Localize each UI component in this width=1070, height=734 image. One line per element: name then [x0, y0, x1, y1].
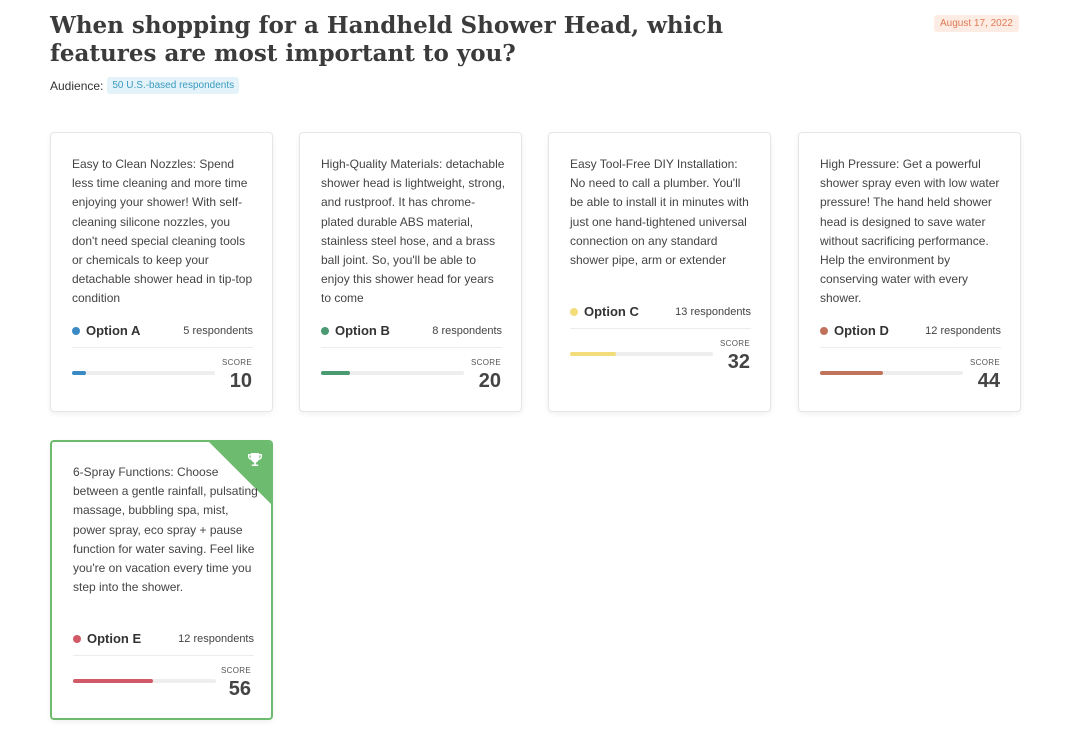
option-description: High Pressure: Get a powerful shower spray even with low water pressure! The hand held shower head is designed to save water without sacrificing performance. Help the environment by conserving water with every shower.	[820, 157, 1000, 306]
respondents-count: 8 respondents	[432, 324, 502, 337]
option-card-c	[548, 132, 771, 412]
score-label: SCORE	[720, 339, 750, 348]
score-label: SCORE	[221, 666, 251, 675]
audience-label: Audience:	[50, 78, 104, 93]
date-badge: August 17, 2022	[934, 15, 1019, 32]
divider	[321, 347, 502, 348]
score-label: SCORE	[471, 358, 501, 367]
option-description: 6-Spray Functions: Choose between a gentle rainfall, pulsating massage, bubbling spa, mist, power spray, eco spray + pause function for water saving. Feel like you're on vacation every time you step into the shower.	[73, 465, 258, 595]
option-card-a	[50, 132, 273, 412]
option-meta	[73, 631, 254, 646]
option-label: Option A	[72, 323, 140, 338]
color-dot-icon	[73, 635, 81, 643]
survey-question-title: When shopping for a Handheld Shower Head, which features are most important to you?	[50, 12, 724, 67]
audience-row	[50, 77, 239, 94]
score-bar	[820, 371, 963, 375]
audience-badge: 50 U.S.-based respondents	[107, 77, 239, 94]
option-meta	[820, 323, 1001, 338]
score-bar-fill	[73, 679, 153, 683]
score-label: SCORE	[222, 358, 252, 367]
option-meta	[321, 323, 502, 338]
option-description: Easy Tool-Free DIY Installation: No need to call a plumber. You'll be able to install it in minutes with just one hand-tightened universal connection on any standard shower pipe, arm or extender	[570, 157, 749, 268]
option-label: Option D	[820, 323, 889, 338]
score-bar-fill	[72, 371, 86, 375]
respondents-count: 5 respondents	[183, 324, 253, 337]
option-description: Easy to Clean Nozzles: Spend less time cleaning and more time enjoying your shower! With self-cleaning silicone nozzles, you don't need special cleaning tools or chemicals to keep your detachable shower head in tip-top condition	[72, 157, 253, 306]
color-dot-icon	[570, 308, 578, 316]
divider	[73, 655, 254, 656]
score-value: 44	[977, 370, 1000, 392]
option-label: Option B	[321, 323, 390, 338]
respondents-count: 12 respondents	[178, 632, 254, 645]
option-description: High-Quality Materials: detachable shower head is lightweight, strong, and rustproof. It has chrome-plated durable ABS material, stainless steel hose, and a brass ball joint. So, you'll be able to enjoy this shower head for years to come	[321, 157, 506, 306]
score-bar	[321, 371, 464, 375]
divider	[72, 347, 253, 348]
score-value: 10	[229, 370, 252, 392]
option-card-e	[50, 440, 273, 720]
color-dot-icon	[321, 327, 329, 335]
respondents-count: 13 respondents	[675, 305, 751, 318]
option-meta	[72, 323, 253, 338]
score-bar-fill	[570, 352, 616, 356]
score-bar	[73, 679, 216, 683]
score-bar	[72, 371, 215, 375]
score-bar-fill	[321, 371, 350, 375]
option-label: Option C	[570, 304, 639, 319]
score-value: 56	[228, 678, 251, 700]
score-bar	[570, 352, 713, 356]
color-dot-icon	[72, 327, 80, 335]
score-label: SCORE	[970, 358, 1000, 367]
score-value: 20	[478, 370, 501, 392]
color-dot-icon	[820, 327, 828, 335]
option-card-d	[798, 132, 1021, 412]
option-meta	[570, 304, 751, 319]
score-value: 32	[727, 351, 750, 373]
divider	[570, 328, 751, 329]
divider	[820, 347, 1001, 348]
respondents-count: 12 respondents	[925, 324, 1001, 337]
option-label: Option E	[73, 631, 141, 646]
score-bar-fill	[820, 371, 883, 375]
option-card-b	[299, 132, 522, 412]
